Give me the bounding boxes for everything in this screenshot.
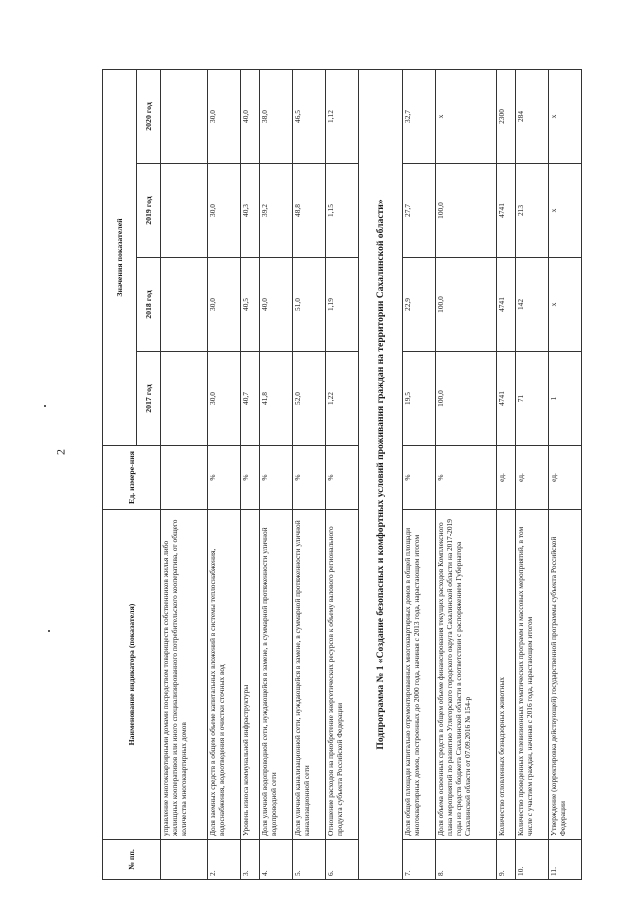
- value-cell: 1,19: [325, 258, 358, 352]
- value-cell: 1,12: [325, 69, 358, 163]
- row-number: 11.: [549, 840, 582, 880]
- value-cell: 40,3: [240, 164, 259, 258]
- value-cell: 100,0: [436, 164, 497, 258]
- table-row: [240, 69, 259, 879]
- value-cell: 1,22: [325, 352, 358, 446]
- header-year: 2020 год: [137, 69, 161, 163]
- value-cell: 100,0: [436, 352, 497, 446]
- table-row: [208, 69, 241, 879]
- unit-cell: %: [325, 446, 358, 510]
- table-row: [259, 69, 292, 879]
- value-cell: 1: [549, 352, 582, 446]
- table-row: [497, 69, 516, 879]
- indicator-name: Количество проведенных телевизионных тематических программ и массовых мероприятий, в том числе с участием граждан, начиная с 2016 года, нарастающим итогом: [516, 510, 549, 840]
- value-cell: 32,7: [403, 69, 436, 163]
- indicator-name: Уровень износа коммунальной инфраструктуры: [240, 510, 259, 840]
- value-cell: 51,0: [292, 258, 325, 352]
- value-cell: 1,15: [325, 164, 358, 258]
- value-cell: 41,8: [259, 352, 292, 446]
- value-cell: 30,0: [208, 258, 241, 352]
- row-number: 2.: [208, 840, 241, 880]
- page-number: 2: [53, 449, 68, 455]
- unit-cell: %: [240, 446, 259, 510]
- value-cell: 30,0: [208, 164, 241, 258]
- header-values-group: Значения показателей: [103, 69, 137, 445]
- table-row: [403, 69, 436, 879]
- indicators-table: [102, 69, 582, 880]
- unit-cell: %: [259, 446, 292, 510]
- value-cell: 30,0: [208, 69, 241, 163]
- row-number: 4.: [259, 840, 292, 880]
- value-cell: 40,7: [240, 352, 259, 446]
- table-row: [325, 69, 358, 879]
- indicators-table-container: [102, 70, 582, 880]
- value-cell: 48,8: [292, 164, 325, 258]
- unit-cell: %: [208, 446, 241, 510]
- unit-cell: ед.: [516, 446, 549, 510]
- indicator-name: Доля объема освоенных средств в общем объеме финансирования текущих расходов Комплексного плана мероприятий по развитию Углегорского городского округа Сахалинской области на 2017-2019 годы из средств бюджета Сахалинской области в соответствии с распоряжением Губернатора Сахалинской области от 07.09.2016 № 154-р: [436, 510, 497, 840]
- indicator-name: Доля уличной канализационной сети, нуждающейся в замене, в суммарной протяженности уличной канализационной сети: [292, 510, 325, 840]
- value-cell: 4741: [497, 258, 516, 352]
- value-cell: 284: [516, 69, 549, 163]
- value-cell: 22,9: [403, 258, 436, 352]
- table-row: [292, 69, 325, 879]
- value-cell: [161, 164, 208, 258]
- value-cell: 40,0: [240, 69, 259, 163]
- subprogram-heading: Подпрограмма № 1 «Создание безопасных и комфортных условий проживания граждан на территории Сахалинской области»: [358, 69, 402, 879]
- rotated-table-area: [102, 70, 582, 880]
- header-year: 2017 год: [137, 352, 161, 446]
- header-unit: Ед. измере-ния: [103, 446, 161, 510]
- value-cell: х: [549, 164, 582, 258]
- value-cell: 30,0: [208, 352, 241, 446]
- value-cell: 19,5: [403, 352, 436, 446]
- unit-cell: %: [292, 446, 325, 510]
- indicator-name: Доля заемных средств в общем объеме капитальных вложений в системы теплоснабжения, водоснабжения, водоотведения и очистки сточных вод: [208, 510, 241, 840]
- indicator-name: Доля уличной водопроводной сети, нуждающейся в замене, в суммарной протяженности уличной водопроводной сети: [259, 510, 292, 840]
- table-row: [436, 69, 497, 879]
- table-row: [516, 69, 549, 879]
- row-number: [161, 840, 208, 880]
- value-cell: 213: [516, 164, 549, 258]
- row-number: 7.: [403, 840, 436, 880]
- row-number: 9.: [497, 840, 516, 880]
- value-cell: х: [549, 69, 582, 163]
- row-number: 10.: [516, 840, 549, 880]
- unit-cell: ед.: [497, 446, 516, 510]
- value-cell: х: [549, 258, 582, 352]
- value-cell: 100,0: [436, 258, 497, 352]
- value-cell: 71: [516, 352, 549, 446]
- value-cell: [161, 352, 208, 446]
- header-year: 2018 год: [137, 258, 161, 352]
- header-num: № пп.: [103, 840, 161, 880]
- value-cell: 46,5: [292, 69, 325, 163]
- value-cell: 38,0: [259, 69, 292, 163]
- value-cell: 40,0: [259, 258, 292, 352]
- unit-cell: %: [403, 446, 436, 510]
- scan-speck: [44, 405, 46, 407]
- row-number: 6.: [325, 840, 358, 880]
- row-number: 8.: [436, 840, 497, 880]
- indicator-name: Отношение расходов на приобретение энергетических ресурсов к объему валового регионального продукта субъекта Российской Федерации: [325, 510, 358, 840]
- value-cell: 40,5: [240, 258, 259, 352]
- table-row: [549, 69, 582, 879]
- value-cell: 2300: [497, 69, 516, 163]
- table-row: [161, 69, 208, 879]
- value-cell: х: [436, 69, 497, 163]
- row-number: 5.: [292, 840, 325, 880]
- value-cell: 4741: [497, 164, 516, 258]
- indicator-name: управление многоквартирными домами посредством товариществ собственников жилья либо жилищных кооперативов или иного специализированного потребительского кооператива, от общего количества многоквартирных домов: [161, 510, 208, 840]
- value-cell: [161, 258, 208, 352]
- value-cell: 27,7: [403, 164, 436, 258]
- indicator-name: Утверждение (корректировка действующей) государственной программы субъекта Российской Федерации: [549, 510, 582, 840]
- header-year: 2019 год: [137, 164, 161, 258]
- indicator-name: Количество отловленных безнадзорных животных: [497, 510, 516, 840]
- value-cell: 39,2: [259, 164, 292, 258]
- value-cell: 4741: [497, 352, 516, 446]
- value-cell: [161, 69, 208, 163]
- unit-cell: ед.: [549, 446, 582, 510]
- scan-speck: [48, 630, 50, 632]
- header-indicator-name: Наименование индикатора (показателя): [103, 510, 161, 840]
- row-number: 3.: [240, 840, 259, 880]
- unit-cell: %: [436, 446, 497, 510]
- indicator-name: Доля общей площади капитально отремонтированных многоквартирных домов в общей площади многоквартирных домов, построенных до 2000 года, начиная с 2013 года, нарастающим итогом: [403, 510, 436, 840]
- value-cell: 52,0: [292, 352, 325, 446]
- value-cell: 142: [516, 258, 549, 352]
- unit-cell: [161, 446, 208, 510]
